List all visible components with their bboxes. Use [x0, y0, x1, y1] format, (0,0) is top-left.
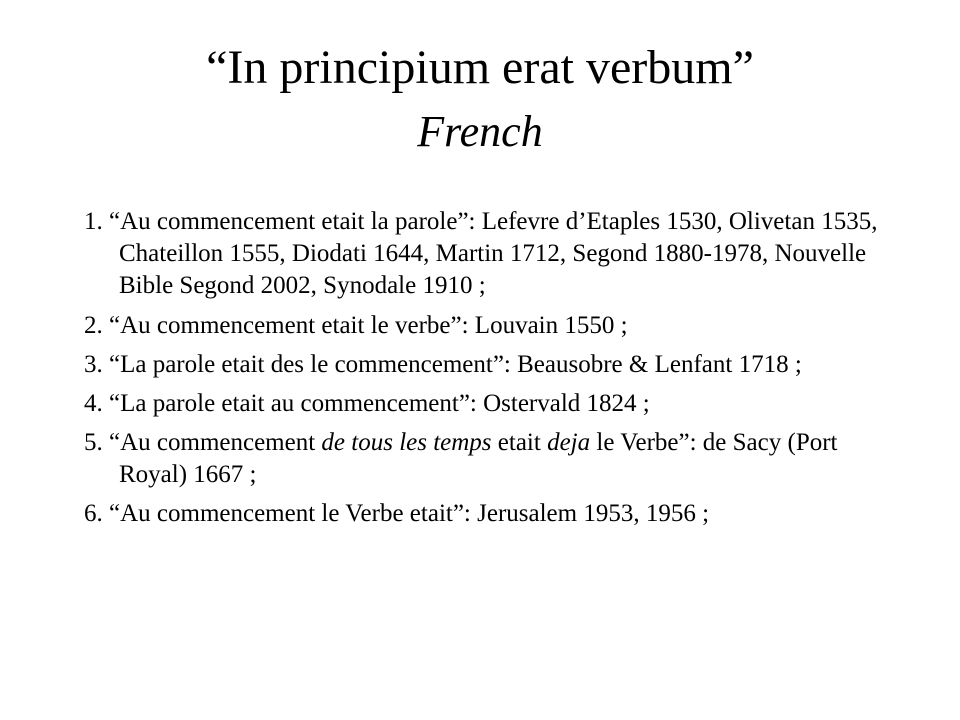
item-text: etait: [491, 429, 548, 456]
item-text: 4. “La parole etait au commencement”: Ostervald 1824 ;: [84, 390, 650, 417]
item-text: 6. “Au commencement le Verbe etait”: Jerusalem 1953, 1956 ;: [84, 500, 710, 527]
list-item: [84, 310, 884, 342]
item-text-italic: de tous les temps: [321, 429, 492, 456]
list-item: [84, 388, 884, 420]
item-text: 3. “La parole etait des le commencement”: Beausobre & Lenfant 1718 ;: [84, 351, 802, 378]
item-text-italic: deja: [547, 429, 591, 456]
title-block: [0, 36, 960, 164]
item-text: 2. “Au commencement etait le verbe”: Louvain 1550 ;: [84, 312, 628, 339]
item-text: le Verbe”: de Sacy (Port Royal) 1667 ;: [119, 429, 838, 488]
translation-list: [84, 206, 884, 537]
list-item: [84, 206, 884, 302]
list-item: [84, 427, 884, 491]
slide-title: “In principium erat verbum”: [206, 41, 754, 94]
item-text: 1. “Au commencement etait la parole”: Lefevre d’Etaples 1530, Olivetan 1535, Chateillon 1555, Diodati 1644, Martin 1712, Segond 1880-1978, Nouvelle Bible Segond 2002, Synodale 1910 ;: [84, 208, 878, 299]
list-item: [84, 498, 884, 530]
item-text: 5. “Au commencement: [84, 429, 322, 456]
slide-subtitle: French: [417, 107, 543, 156]
list-item: [84, 349, 884, 381]
